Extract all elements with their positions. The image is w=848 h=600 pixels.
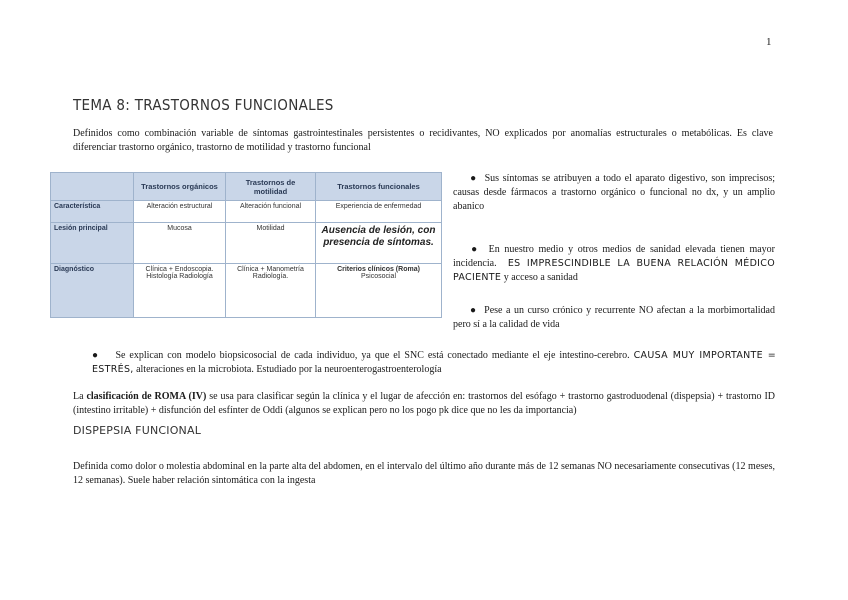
bullet-text: Se explican con modelo biopsicosocial de cada individuo, ya que el SNC está conectado mediante el eje intestino-cerebro. [115, 350, 630, 361]
bullet-text: y acceso a sanidad [503, 272, 578, 283]
roma-paragraph [73, 390, 775, 418]
table-header-cell [51, 173, 134, 201]
table-cell: Motilidad [226, 223, 316, 263]
roma-bold-term: clasificación de ROMA (IV) [86, 391, 207, 402]
roma-criteria-label: Criterios clínicos (Roma) [337, 265, 420, 273]
dispepsia-paragraph: Definida como dolor o molestia abdominal en la parte alta del abdomen, en el intervalo del último año durante más de 12 semanas NO necesariamente consecutivas (12 meses, 12 semanas). Suele haber relación sintomática con la ingesta [73, 461, 775, 486]
bullet-emphasis: CAUSA MUY IMPORTANTE = ESTRÉS, [92, 350, 777, 375]
bullet-biopsychosocial [92, 349, 776, 377]
comparison-table [50, 172, 442, 318]
roma-text: La [73, 391, 84, 402]
table-cell: Clínica + Endoscopia. Histología Radiología [134, 263, 226, 317]
table-cell: Experiencia de enfermedad [316, 201, 442, 223]
bullet-icon: ● [469, 173, 478, 184]
table-row-label: Lesión principal [51, 223, 134, 263]
table-header-cell: Trastornos de motilidad [226, 173, 316, 201]
table-header-row [51, 173, 442, 201]
table-cell: Clínica + Manometría Radiología. [226, 263, 316, 317]
table-row [51, 263, 442, 317]
psychosocial-label: Psicosocial [360, 272, 396, 280]
bullet-incidence [453, 243, 775, 285]
bullet-course [453, 304, 775, 332]
bullet-text: En nuestro medio y otros medios de sanidad elevada tienen mayor incidencia. [453, 244, 775, 269]
bullet-text: Pese a un curso crónico y recurrente NO afectan a la morbimortalidad pero sí a la calidad de vida [453, 305, 775, 330]
table-cell-highlight: Ausencia de lesión, con presencia de síntomas. [316, 223, 442, 263]
bullet-emphasis: ES IMPRESCINDIBLE LA BUENA RELACIÓN MÉDICO PACIENTE [453, 258, 775, 283]
bullet-text: Sus síntomas se atribuyen a todo el aparato digestivo, son imprecisos; causas desde fármacos a trastorno orgánico o funcional no dx, y un amplio abanico [453, 173, 776, 212]
table-row [51, 223, 442, 263]
table-cell: Mucosa [134, 223, 226, 263]
bullet-symptoms [453, 172, 775, 214]
section-subtitle: DISPEPSIA FUNCIONAL [73, 424, 202, 437]
page-title: TEMA 8: TRASTORNOS FUNCIONALES [73, 96, 334, 114]
intro-paragraph: Definidos como combinación variable de síntomas gastrointestinales persistentes o recidivantes, NO explicados por anomalías estructurales o metabólicas. Es clave diferenciar trastorno orgánico, trastorno de motilidad y trastorno funcional [73, 128, 773, 153]
bullet-icon: ● [469, 244, 480, 255]
bullet-icon: ● [92, 350, 100, 361]
table-header-cell: Trastornos funcionales [316, 173, 442, 201]
table-row-label: Diagnóstico [51, 263, 134, 317]
table-row [51, 201, 442, 223]
bullet-icon: ● [469, 305, 478, 316]
table-header-cell: Trastornos orgánicos [134, 173, 226, 201]
table-row-label: Característica [51, 201, 134, 223]
bullet-text: alteraciones en la microbiota. Estudiado por la neuroenterogastroenterología [136, 364, 442, 375]
table-cell: Alteración funcional [226, 201, 316, 223]
page-number: 1 [766, 36, 772, 48]
table-cell: Alteración estructural [134, 201, 226, 223]
table-cell [316, 263, 442, 317]
roma-text: se usa para clasificar según la clínica y el lugar de afección en: trastornos del esófago + trastorno gastroduodenal (dispepsia) + trastorno ID (intestino irritable) + disfunción del esfínter de Oddi (algunos se explican pero no los pogo pk dice que no les da importancia) [73, 391, 776, 416]
